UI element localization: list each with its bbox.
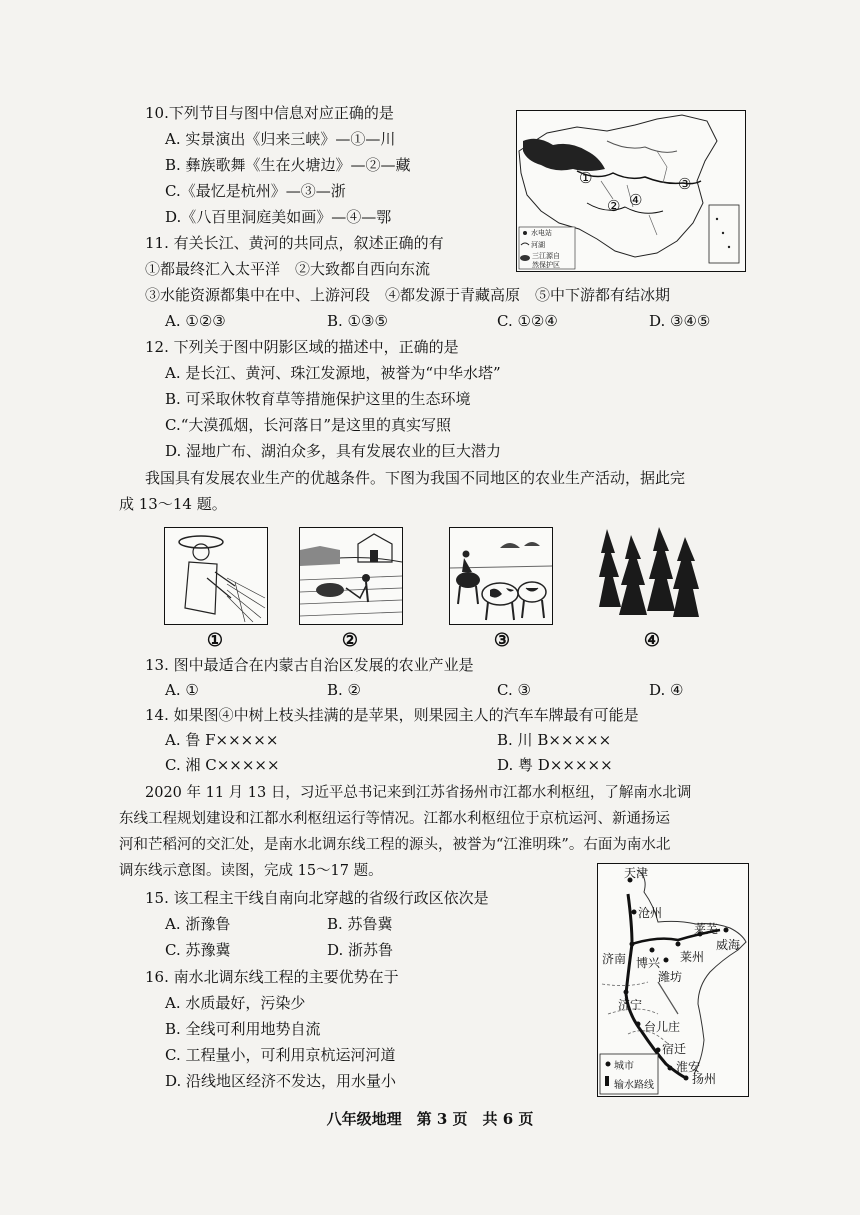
q16-option-a: A. 水质最好，污染少 bbox=[165, 994, 306, 1012]
picture-4-forest bbox=[597, 527, 699, 623]
city-huaian: 淮安 bbox=[676, 1060, 701, 1074]
city-taierzhuang: 台儿庄 bbox=[644, 1020, 681, 1034]
china-map-figure bbox=[516, 110, 746, 272]
picture-3-herding bbox=[449, 527, 553, 625]
q14-option-c: C. 湘 C××××× bbox=[165, 756, 280, 774]
q12-option-d: D. 湿地广布、湖泊众多，具有发展农业的巨大潜力 bbox=[165, 442, 502, 460]
q12-option-a: A. 是长江、黄河、珠江发源地，被誉为“中华水塔” bbox=[165, 364, 501, 382]
intro-13-line2: 成 13～14 题。 bbox=[119, 495, 227, 513]
city-boxing: 博兴 bbox=[636, 956, 661, 970]
fisherman-drawing bbox=[165, 528, 267, 624]
q16-option-d: D. 沿线地区经济不发达，用水量小 bbox=[165, 1072, 397, 1090]
q12-stem: 12. 下列关于图中阴影区域的描述中，正确的是 bbox=[145, 338, 459, 356]
q11-option-d: D. ③④⑤ bbox=[649, 312, 711, 330]
q10-option-a: A. 实景演出《归来三峡》—①—川 bbox=[165, 130, 396, 148]
intro-15-line1: 2020 年 11 月 13 日，习近平总书记来到江苏省扬州市江都水利枢纽，了解南水北调 bbox=[145, 785, 692, 801]
q14-option-d: D. 粤 D××××× bbox=[497, 756, 613, 774]
city-weifang: 潍坊 bbox=[658, 970, 683, 984]
legend-route: 输水路线 bbox=[614, 1080, 654, 1091]
city-weihai: 威海 bbox=[716, 938, 741, 952]
q15-stem: 15. 该工程主干线自南向北穿越的省级行政区依次是 bbox=[145, 889, 489, 907]
q11-option-c: C. ①②④ bbox=[497, 312, 558, 330]
city-jining: 济宁 bbox=[618, 998, 643, 1012]
legend-hydropower: 水电站 bbox=[531, 229, 552, 237]
city-laiwu: 莱芜 bbox=[694, 922, 719, 936]
picture-label-2: ② bbox=[341, 630, 359, 651]
map-marker-3: ③ bbox=[678, 175, 692, 193]
q13-option-c: C. ③ bbox=[497, 681, 531, 699]
picture-label-3: ③ bbox=[493, 630, 511, 651]
map-marker-4: ④ bbox=[629, 191, 643, 209]
legend-reserve-line1: 三江源自 bbox=[532, 252, 560, 260]
page-footer: 八年级地理 第 3 页 共 6 页 bbox=[326, 1110, 534, 1128]
q16-option-c: C. 工程量小，可利用京杭运河河道 bbox=[165, 1046, 396, 1064]
farming-drawing bbox=[300, 528, 402, 624]
q11-stem: 11. 有关长江、黄河的共同点，叙述正确的有 bbox=[145, 234, 444, 252]
city-suqian: 宿迁 bbox=[662, 1042, 687, 1056]
forest-drawing bbox=[597, 527, 699, 623]
q11-statements-1: ①都最终汇入太平洋 ②大致都自西向东流 bbox=[145, 260, 431, 278]
intro-15-line3: 河和芒稻河的交汇处，是南水北调东线工程的源头，被誉为“江淮明珠”。右面为南水北 bbox=[119, 837, 671, 853]
picture-1-fisherman bbox=[164, 527, 268, 625]
picture-label-1: ① bbox=[206, 630, 224, 651]
q13-option-b: B. ② bbox=[327, 681, 362, 699]
city-laizhou: 莱州 bbox=[680, 950, 705, 964]
q15-option-d: D. 浙苏鲁 bbox=[327, 941, 394, 959]
q13-option-d: D. ④ bbox=[649, 681, 684, 699]
map-marker-1: ① bbox=[579, 169, 593, 187]
water-diversion-map bbox=[597, 863, 749, 1097]
intro-15-line4: 调东线示意图。读图，完成 15～17 题。 bbox=[119, 863, 383, 879]
picture-label-4: ④ bbox=[643, 630, 661, 651]
legend-rivers-lakes: 河湖 bbox=[531, 241, 545, 249]
q16-stem: 16. 南水北调东线工程的主要优势在于 bbox=[145, 968, 399, 986]
herding-drawing bbox=[450, 528, 552, 624]
q15-option-a: A. 浙豫鲁 bbox=[165, 915, 231, 933]
legend-city: 城市 bbox=[614, 1061, 634, 1072]
q14-option-b: B. 川 B××××× bbox=[497, 731, 612, 749]
city-jinan: 济南 bbox=[602, 952, 627, 966]
q12-option-b: B. 可采取休牧育草等措施保护这里的生态环境 bbox=[165, 390, 471, 408]
q10-option-c: C.《最忆是杭州》—③—浙 bbox=[165, 182, 346, 200]
q15-option-c: C. 苏豫冀 bbox=[165, 941, 231, 959]
legend-reserve-line2: 然保护区 bbox=[532, 261, 560, 269]
q10-option-d: D.《八百里洞庭美如画》—④—鄂 bbox=[165, 208, 392, 226]
map-marker-2: ② bbox=[607, 197, 621, 215]
q15-option-b: B. 苏鲁冀 bbox=[327, 915, 393, 933]
city-cangzhou: 沧州 bbox=[638, 906, 663, 920]
q11-option-a: A. ①②③ bbox=[165, 312, 226, 330]
picture-2-farming bbox=[299, 527, 403, 625]
q10-stem: 10.下列节目与图中信息对应正确的是 bbox=[145, 104, 394, 122]
q16-option-b: B. 全线可利用地势自流 bbox=[165, 1020, 321, 1038]
q11-statements-2: ③水能资源都集中在中、上游河段 ④都发源于青藏高原 ⑤中下游都有结冰期 bbox=[145, 286, 671, 304]
q12-option-c: C.“大漠孤烟，长河落日”是这里的真实写照 bbox=[165, 416, 452, 434]
q13-option-a: A. ① bbox=[165, 681, 199, 699]
q10-option-b: B. 彝族歌舞《生在火塘边》—②—藏 bbox=[165, 156, 411, 174]
intro-15-line2: 东线工程规划建设和江都水利枢纽运行等情况。江都水利枢纽位于京杭运河、新通扬运 bbox=[119, 811, 670, 827]
q11-option-b: B. ①③⑤ bbox=[327, 312, 388, 330]
city-tianjin: 天津 bbox=[624, 866, 649, 880]
q14-option-a: A. 鲁 F××××× bbox=[165, 731, 279, 749]
q14-stem: 14. 如果图④中树上枝头挂满的是苹果，则果园主人的汽车车牌最有可能是 bbox=[145, 706, 639, 724]
q13-stem: 13. 图中最适合在内蒙古自治区发展的农业产业是 bbox=[145, 656, 474, 674]
intro-13-line1: 我国具有发展农业生产的优越条件。下图为我国不同地区的农业生产活动，据此完 bbox=[145, 469, 686, 487]
city-yangzhou: 扬州 bbox=[692, 1072, 717, 1086]
